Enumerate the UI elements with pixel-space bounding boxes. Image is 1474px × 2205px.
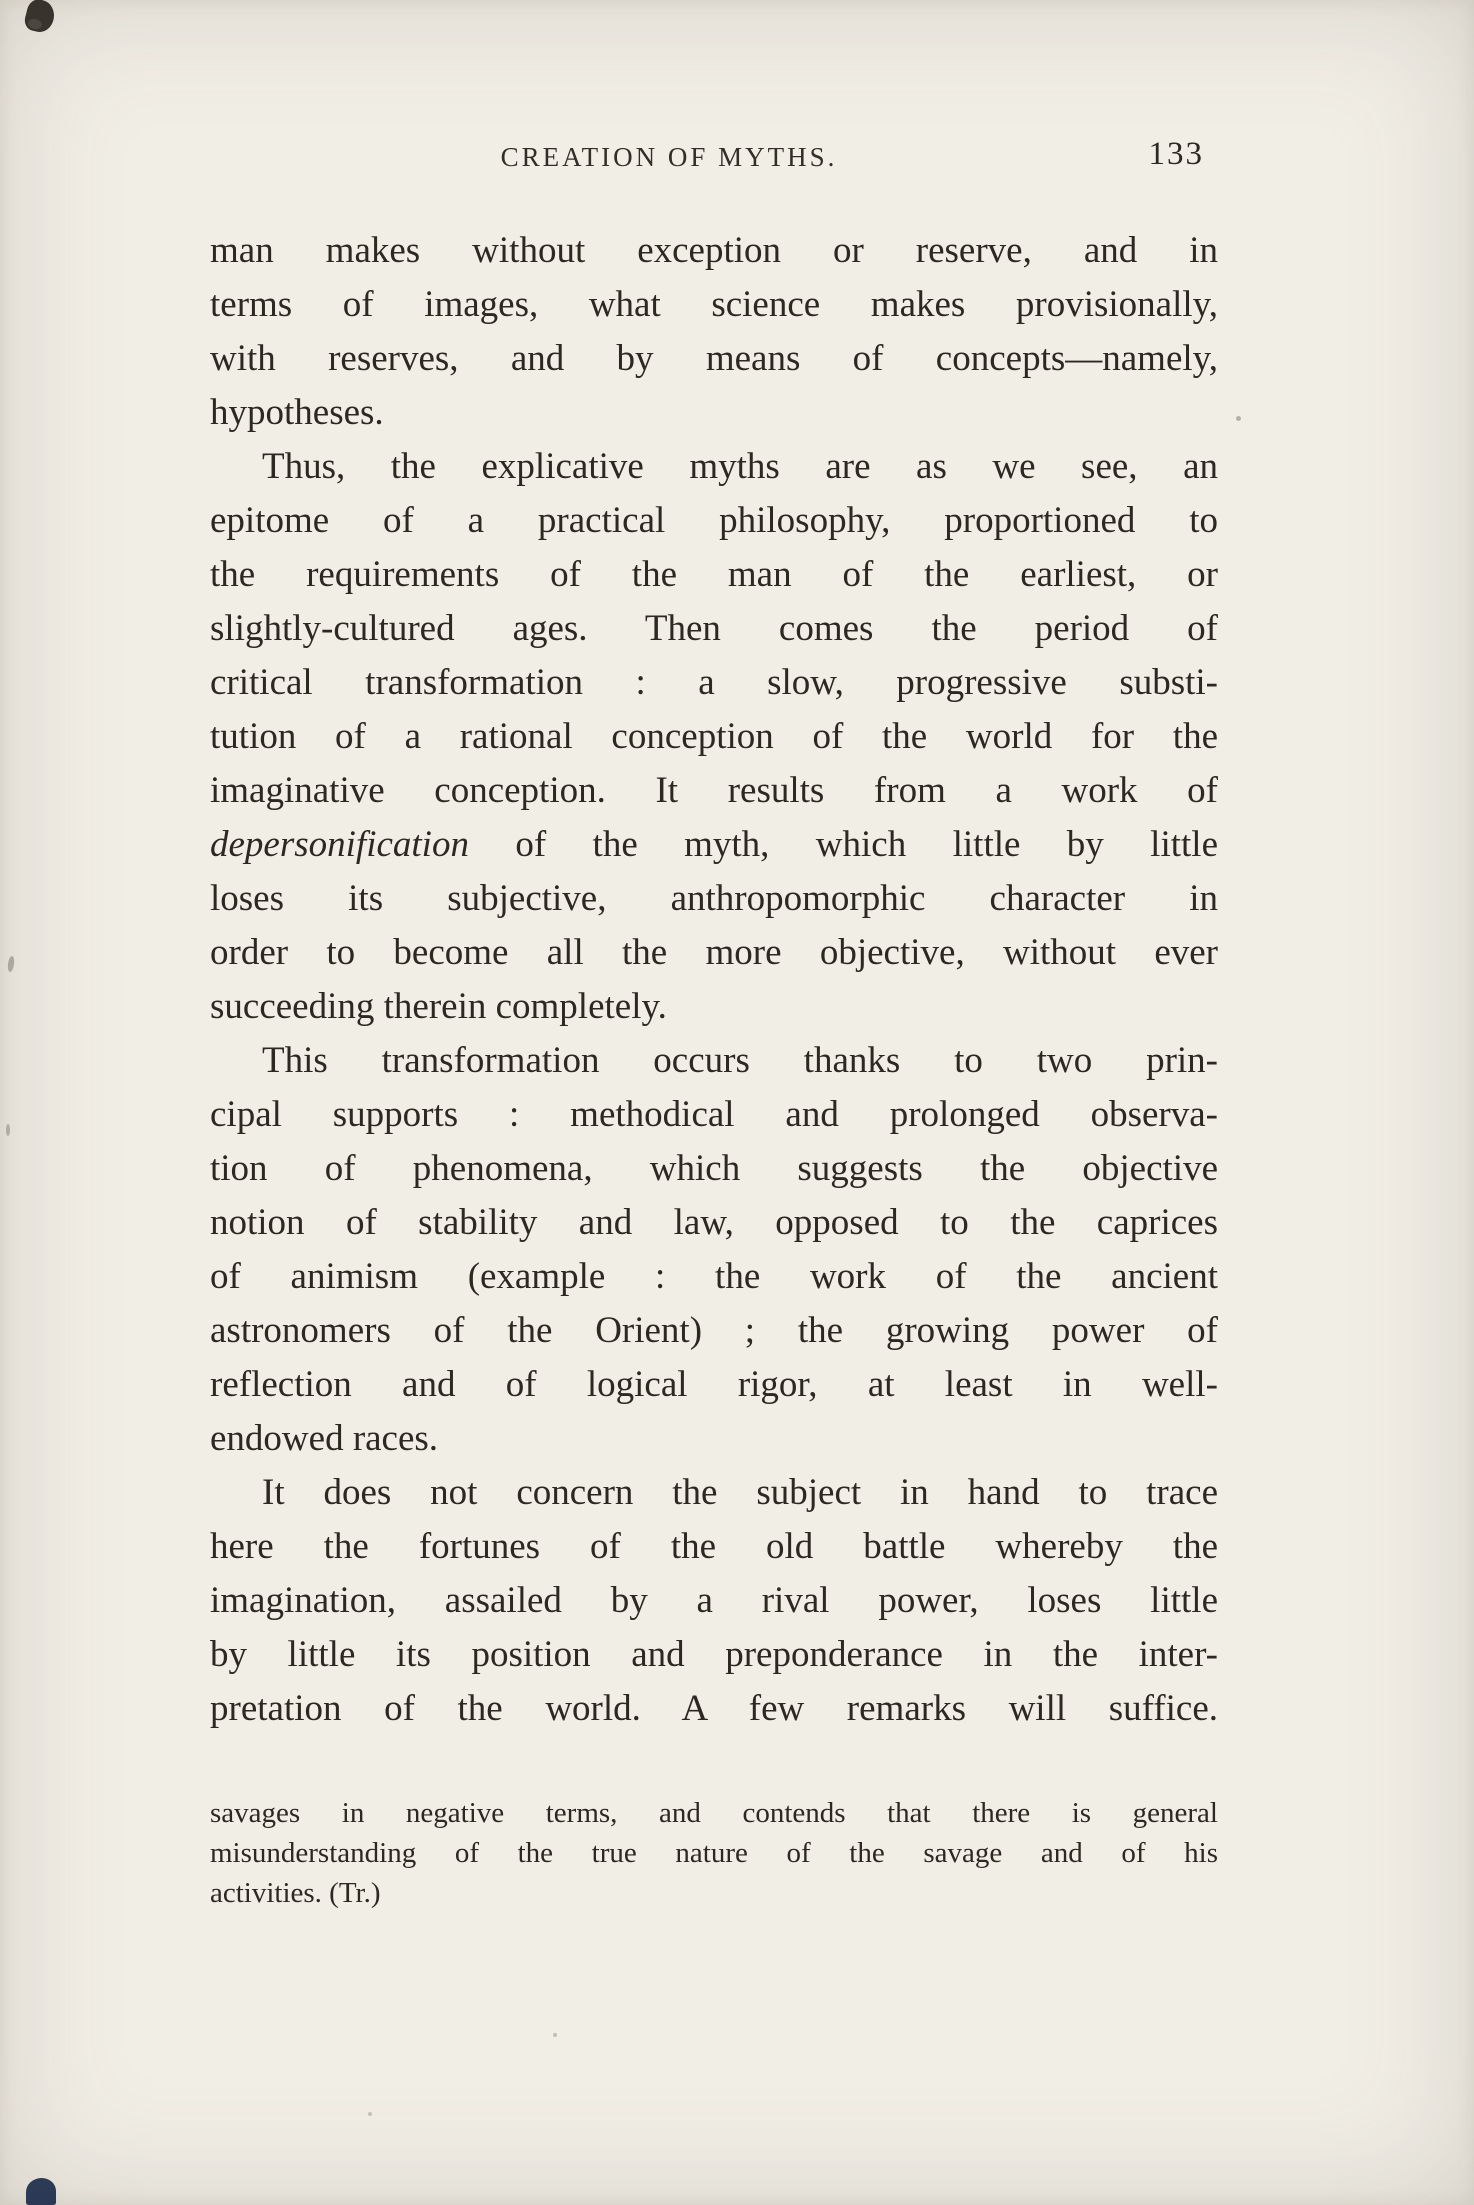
paragraph [210, 224, 1218, 440]
text-run: slightly-cultured ages. Then comes the period of [210, 608, 1218, 649]
text-run: epitome of a practical philosophy, proportioned to [210, 500, 1218, 541]
text-run: critical transformation : a slow, progressive substi- [210, 662, 1218, 703]
text-run: pretation of the world. A few remarks will suffice. [210, 1688, 1218, 1729]
text-run: endowed races. [210, 1418, 439, 1459]
italic-text-run: depersonification [210, 824, 469, 865]
footnote [210, 1793, 1218, 1913]
text-line [210, 494, 1218, 548]
text-line [210, 386, 1218, 440]
text-run: This transformation occurs thanks to two prin- [262, 1040, 1218, 1081]
text-line [210, 278, 1218, 332]
corner-mark-artifact [26, 2178, 56, 2205]
text-run: man makes without exception or reserve, and in [210, 230, 1218, 271]
footnote-line: savages in negative terms, and contends that there is general [210, 1797, 1218, 1829]
text-run: reflection and of logical rigor, at least in well- [210, 1364, 1218, 1405]
text-run: tion of phenomena, which suggests the objective [210, 1148, 1218, 1189]
text-line [210, 332, 1218, 386]
text-run: order to become all the more objective, without ever [210, 932, 1218, 973]
text-line [210, 1574, 1218, 1628]
text-line [210, 1034, 1218, 1088]
text-line [210, 818, 1218, 872]
text-line [210, 1358, 1218, 1412]
text-line [210, 1196, 1218, 1250]
text-line [210, 1088, 1218, 1142]
text-run: of animism (example : the work of the ancient [210, 1256, 1218, 1297]
text-line [210, 980, 1218, 1034]
text-line [210, 710, 1218, 764]
text-run: by little its position and preponderance in the inter- [210, 1634, 1218, 1675]
text-line [210, 656, 1218, 710]
text-run: imaginative conception. It results from a work of [210, 770, 1218, 811]
text-run: loses its subjective, anthropomorphic character in [210, 878, 1218, 919]
text-run: tution of a rational conception of the world for the [210, 716, 1218, 757]
text-run: notion of stability and law, opposed to the caprices [210, 1202, 1218, 1243]
text-run: imagination, assailed by a rival power, loses little [210, 1580, 1218, 1621]
text-line [210, 872, 1218, 926]
text-run: It does not concern the subject in hand to trace [262, 1472, 1218, 1513]
paragraph [210, 1034, 1218, 1466]
text-run: terms of images, what science makes provisionally, [210, 284, 1218, 325]
text-line [210, 1682, 1218, 1736]
text-run: astronomers of the Orient) ; the growing power of [210, 1310, 1218, 1351]
text-line [210, 1520, 1218, 1574]
text-line [210, 548, 1218, 602]
text-run: with reserves, and by means of concepts—namely, [210, 338, 1218, 379]
page-body [210, 224, 1218, 1736]
text-run: hypotheses. [210, 392, 384, 433]
text-run: of the myth, which little by little [468, 824, 1218, 865]
text-line [210, 1142, 1218, 1196]
text-line [210, 602, 1218, 656]
scan-speck [7, 956, 15, 973]
paragraph [210, 1466, 1218, 1736]
text-line [210, 1628, 1218, 1682]
footnote-line: activities. (Tr.) [210, 1877, 381, 1909]
page-number: 133 [1148, 136, 1204, 172]
scan-speck [368, 2112, 372, 2116]
text-line [210, 1466, 1218, 1520]
text-run: here the fortunes of the old battle whereby the [210, 1526, 1218, 1567]
ink-smudge-artifact [23, 0, 58, 35]
text-run: Thus, the explicative myths are as we see, an [262, 446, 1218, 487]
text-line [210, 1412, 1218, 1466]
text-line [210, 926, 1218, 980]
text-line [210, 764, 1218, 818]
text-run: cipal supports : methodical and prolonged observa- [210, 1094, 1218, 1135]
footnote-line: misunderstanding of the true nature of the savage and of his [210, 1837, 1218, 1869]
scan-speck [6, 1124, 10, 1136]
page-header [210, 138, 1218, 186]
running-head: CREATION OF MYTHS. [500, 142, 838, 172]
text-run: succeeding therein completely. [210, 986, 667, 1027]
text-line [210, 440, 1218, 494]
text-line [210, 1250, 1218, 1304]
text-run: the requirements of the man of the earliest, or [210, 554, 1218, 595]
scan-speck [1236, 416, 1241, 421]
paragraph [210, 440, 1218, 1034]
text-line [210, 224, 1218, 278]
scan-speck [553, 2033, 557, 2037]
text-line [210, 1304, 1218, 1358]
